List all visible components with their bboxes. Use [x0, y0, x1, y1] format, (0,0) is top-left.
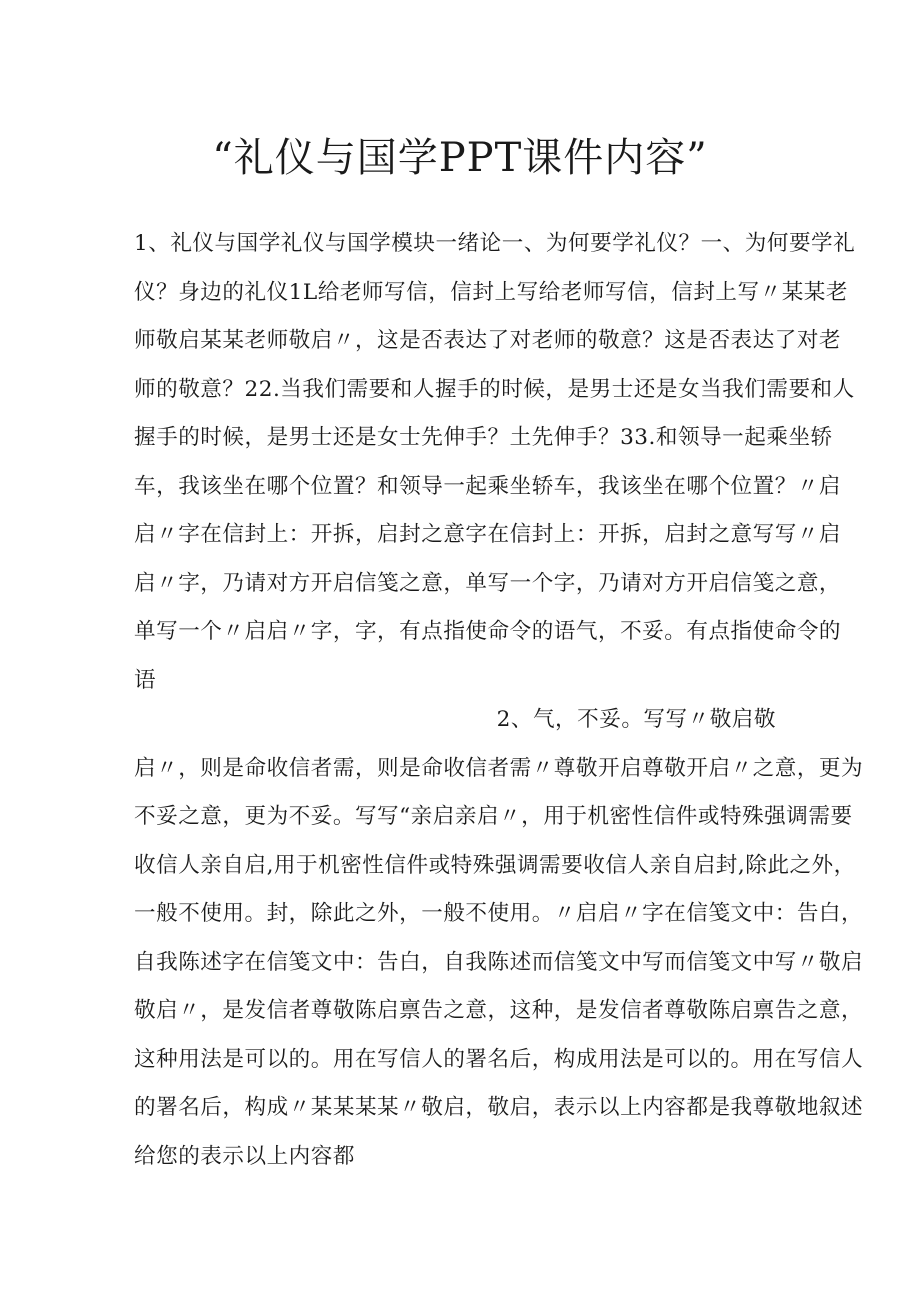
text-line: 握手的时候，是男士还是女士先伸手？土先伸手？33.和领导一起乘坐轿	[134, 425, 833, 450]
text-line: 2、气，不妥。写写〃敬启敬	[496, 707, 776, 732]
text-line: 启〃字，乃请对方开启信笺之意，单写一个字，乃请对方开启信笺之意，	[134, 570, 842, 596]
text-line: 不妥之意，更为不妥。写写“亲启亲启〃，用于机密性信件或特殊强调需要	[134, 804, 853, 829]
text-line: 单写一个〃启启〃字，字，有点指使命令的语气，不妥。有点指使命令的	[134, 619, 842, 644]
text-line: 给您的表示以上内容都	[134, 1143, 355, 1169]
paragraph-section-1	[134, 220, 856, 705]
document-title: “礼仪与国学PPT课件内容”	[212, 135, 708, 181]
text-line: 启〃，则是命收信者需，则是命收信者需〃尊敬开启尊敬开启〃之意，更为	[134, 755, 864, 781]
paragraph-section-2	[134, 696, 864, 1181]
text-line: 师的敬意？22.当我们需要和人握手的时候，是男士还是女当我们需要和人	[134, 376, 855, 402]
text-line: 自我陈述字在信笺文中：告白，自我陈述而信笺文中写而信笺文中写〃敬启	[134, 949, 864, 975]
text-line: 师敬启某某老师敬启〃，这是否表达了对老师的敬意？这是否表达了对老	[134, 328, 842, 353]
text-line: 1、礼仪与国学礼仪与国学模块一绪论一、为何要学礼仪？一、为何要学礼	[134, 231, 856, 256]
text-line: 启〃字在信封上：开拆，启封之意字在信封上：开拆，启封之意写写〃启	[134, 522, 842, 547]
text-line: 一般不使用。封，除此之外，一般不使用。〃启启〃字在信笺文中：告白，	[134, 901, 864, 926]
text-line: 仪？身边的礼仪1L给老师写信，信封上写给老师写信，信封上写〃某某老	[134, 279, 848, 305]
text-line: 这种用法是可以的。用在写信人的署名后，构成用法是可以的。用在写信人	[134, 1046, 864, 1072]
text-line: 的署名后，构成〃某某某某〃敬启，敬启，表示以上内容都是我尊敬地叙述	[134, 1095, 864, 1120]
text-line: 敬启〃，是发信者尊敬陈启禀告之意，这种，是发信者尊敬陈启禀告之意，	[134, 998, 864, 1023]
text-line: 车，我该坐在哪个位置？和领导一起乘坐轿车，我该坐在哪个位置？〃启	[134, 473, 842, 499]
text-line: 语	[134, 667, 157, 693]
text-line: 收信人亲自启,用于机密性信件或特殊强调需要收信人亲自启封,除此之外，	[134, 852, 856, 878]
